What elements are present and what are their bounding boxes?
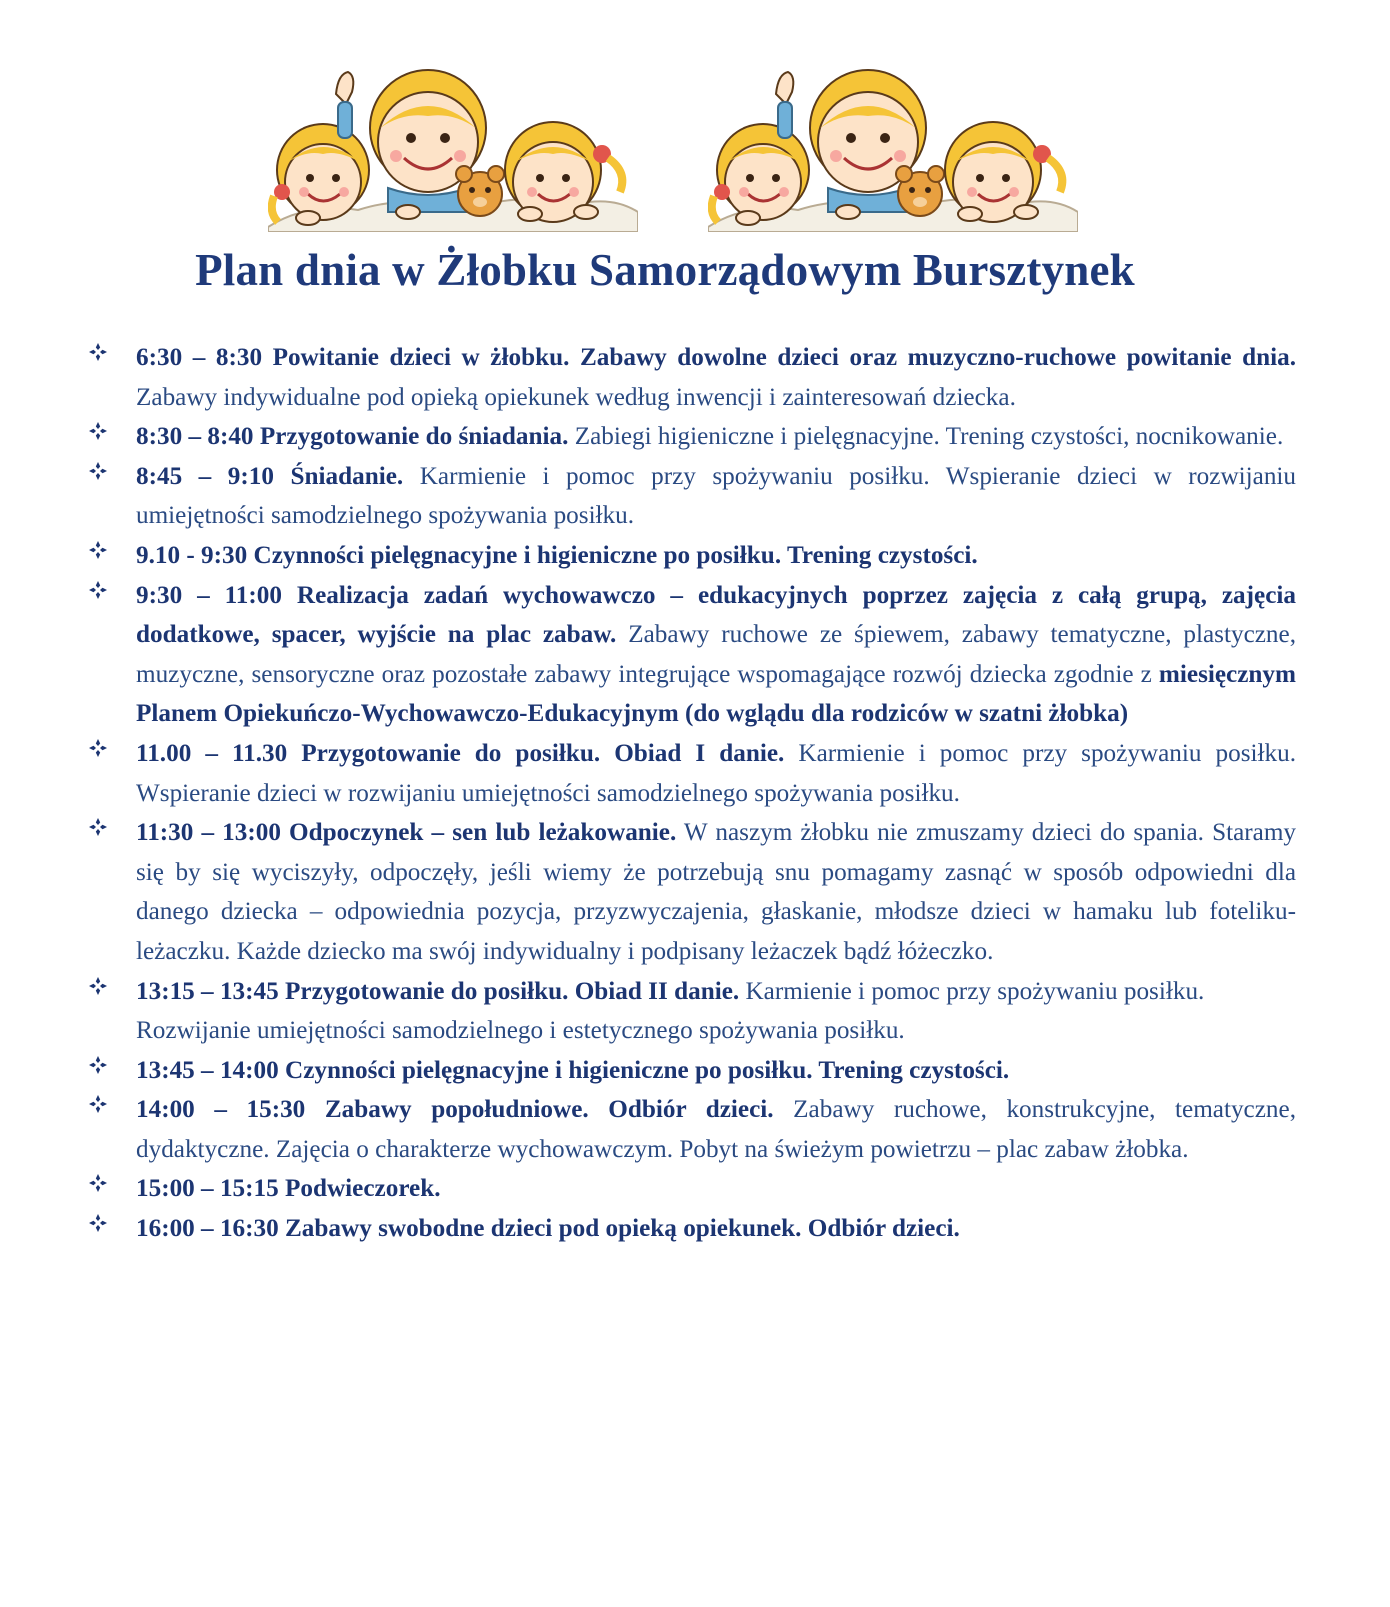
diamond-bullet-icon xyxy=(88,421,108,441)
schedule-item xyxy=(88,813,1296,971)
children-illustration-right xyxy=(708,62,1078,232)
schedule-item-title: 6:30 – 8:30 Powitanie dzieci w żłobku. Zabawy dowolne dzieci oraz muzyczno-ruchowe powitanie dnia. xyxy=(136,344,1296,371)
schedule-item-title: 13:15 – 13:45 Przygotowanie do posiłku. Obiad II danie. xyxy=(136,977,740,1005)
schedule-item xyxy=(88,734,1296,813)
schedule-item-title: 14:00 – 15:30 Zabawy popołudniowe. Odbiór dzieci. xyxy=(136,1096,774,1124)
schedule-item-title: 11:30 – 13:00 Odpoczynek – sen lub leżakowanie. xyxy=(136,819,677,847)
daily-schedule-list xyxy=(88,338,1296,1249)
schedule-item-text: Zabawy ruchowe, konstrukcyjne, tematyczne, dydaktyczne. Zajęcia o charakterze wychowawczym. Pobyt na świeżym powietrzu – plac zabaw żłobka. xyxy=(136,1096,1296,1163)
schedule-item-text: Karmienie i pomoc przy spożywaniu posiłku. Wspieranie dzieci w rozwijaniu umiejętności samodzielnego spożywania posiłku. xyxy=(136,462,1297,530)
schedule-item-title: 8:30 – 8:40 Przygotowanie do śniadania. xyxy=(136,423,569,451)
diamond-bullet-icon xyxy=(88,1213,108,1233)
diamond-bullet-icon xyxy=(88,1055,108,1075)
diamond-bullet-icon xyxy=(88,817,108,837)
page-title: Plan dnia w Żłobku Samorządowym Bursztynek xyxy=(195,245,1135,295)
schedule-item xyxy=(88,338,1296,417)
schedule-item-title: 9:30 – 11:00 Realizacja zadań wychowawczo – edukacyjnych poprzez zajęcia z całą grupą, zajęcia dodatkowe, spacer, wyjście na plac zabaw. xyxy=(136,581,1296,649)
schedule-item-text: Karmienie i pomoc przy spożywaniu posiłku. Wspieranie dzieci w rozwijaniu umiejętności samodzielnego spożywania posiłku. xyxy=(136,739,1296,807)
diamond-bullet-icon xyxy=(88,1173,108,1193)
diamond-bullet-icon xyxy=(88,738,108,758)
schedule-item-title: 11.00 – 11.30 Przygotowanie do posiłku. Obiad I danie. xyxy=(136,739,785,767)
schedule-item xyxy=(88,417,1296,457)
schedule-item-title: 8:45 – 9:10 Śniadanie. xyxy=(136,462,404,490)
schedule-item xyxy=(88,972,1296,1051)
schedule-item xyxy=(88,1169,1296,1209)
schedule-item xyxy=(88,576,1296,734)
schedule-item-text: Zabawy ruchowe ze śpiewem, zabawy tematyczne, plastyczne, muzyczne, sensoryczne oraz pozostałe zabawy integrujące wspomagające rozwój dziecka zgodnie z xyxy=(136,621,1296,688)
schedule-item xyxy=(88,536,1296,576)
children-illustration-left xyxy=(268,62,638,232)
schedule-item-text: W naszym żłobku nie zmuszamy dzieci do spania. Staramy się by się wyciszyły, odpoczęły, jeśli wiemy że potrzebują snu pomagamy zasnąć w sposób odpowiedni dla danego dziecka – odpowiednia pozycja, przyzwyczajenia, głaskanie, młodsze dzieci w hamaku lub foteliku-leżaczku. Każde dziecko ma swój indywidualny i podpisany leżaczek bądź łóżeczko. xyxy=(136,819,1297,965)
schedule-item xyxy=(88,1090,1296,1169)
diamond-bullet-icon xyxy=(88,342,108,362)
schedule-item-title: 16:00 – 16:30 Zabawy swobodne dzieci pod opieką opiekunek. Odbiór dzieci. xyxy=(136,1215,960,1243)
schedule-item xyxy=(88,1051,1296,1091)
schedule-item xyxy=(88,1209,1296,1249)
diamond-bullet-icon xyxy=(88,540,108,560)
header-illustrations xyxy=(0,62,1390,232)
schedule-item-title: 9.10 - 9:30 Czynności pielęgnacyjne i higieniczne po posiłku. Trening czystości. xyxy=(136,541,978,569)
diamond-bullet-icon xyxy=(88,580,108,600)
schedule-item-text: Karmienie i pomoc przy spożywaniu posiłku. Rozwijanie umiejętności samodzielnego i estetycznego spożywania posiłku. xyxy=(136,977,1205,1045)
schedule-item-plan-reference: miesięcznym Planem Opiekuńczo-Wychowawczo-Edukacyjnym (do wglądu dla rodziców w szatni żłobka) xyxy=(136,660,1296,728)
schedule-item-text: Zabawy indywidualne pod opieką opiekunek według inwencji i zainteresowań dziecka. xyxy=(136,383,1016,411)
schedule-item-text: Zabiegi higieniczne i pielęgnacyjne. Trening czystości, nocnikowanie. xyxy=(568,423,1284,451)
schedule-item xyxy=(88,457,1296,536)
diamond-bullet-icon xyxy=(88,1094,108,1114)
diamond-bullet-icon xyxy=(88,461,108,481)
schedule-item-title: 15:00 – 15:15 Podwieczorek. xyxy=(136,1175,441,1203)
schedule-item-title: 13:45 – 14:00 Czynności pielęgnacyjne i higieniczne po posiłku. Trening czystości. xyxy=(136,1056,1010,1084)
diamond-bullet-icon xyxy=(88,976,108,996)
